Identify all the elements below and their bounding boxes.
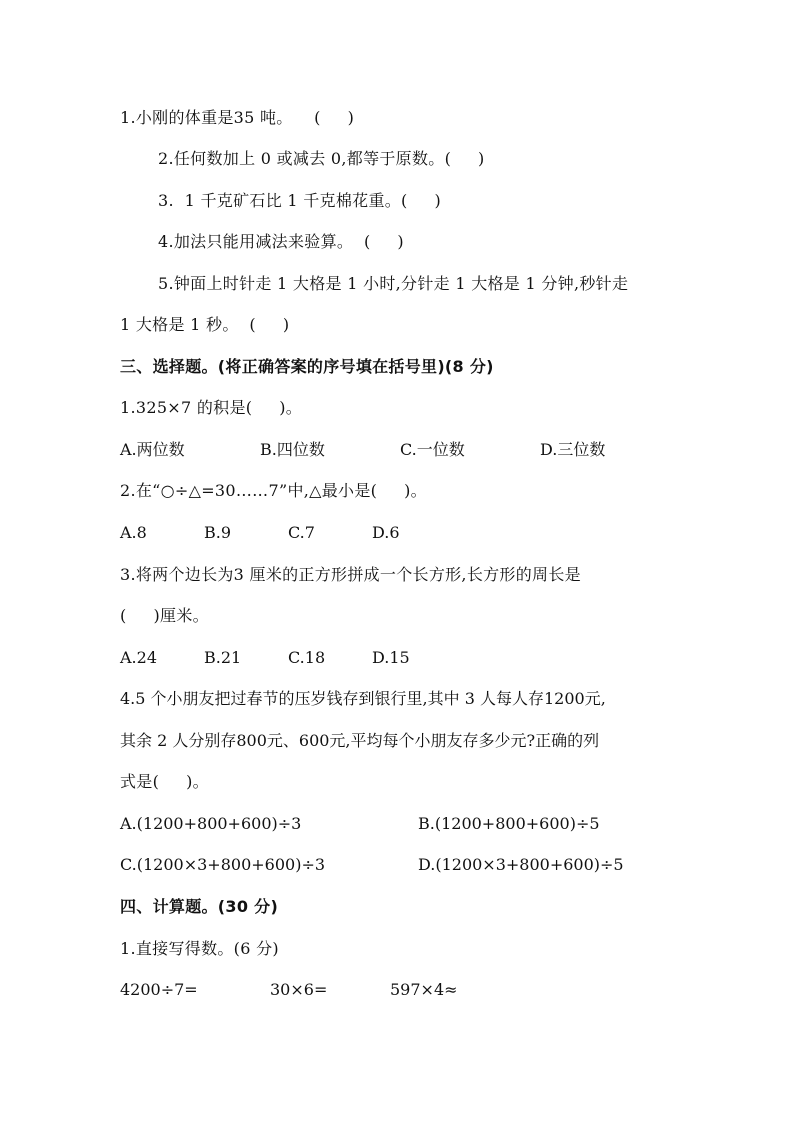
q4-stem-line3: 式是( )。 (120, 772, 209, 791)
q2-option-d: D.6 (372, 523, 400, 542)
q4-option-a: A.(1200+800+600)÷3 (120, 814, 302, 833)
calc-item-2: 30×6= (270, 980, 328, 999)
section4-title: 四、计算题。(30 分) (120, 897, 279, 916)
q4-stem-line1: 4.5 个小朋友把过春节的压岁钱存到银行里,其中 3 人每人存1200元, (120, 689, 606, 708)
q2-option-b: B.9 (204, 523, 232, 542)
q3-option-d: D.15 (372, 648, 410, 667)
q2-stem: 2.在“○÷△=30……7”中,△最小是( )。 (120, 481, 427, 500)
q1-option-a: A.两位数 (120, 440, 185, 459)
q4-option-c: C.(1200×3+800+600)÷3 (120, 855, 326, 874)
calc-item-3: 597×4≈ (390, 980, 458, 999)
q2-option-c: C.7 (288, 523, 315, 542)
q1-option-d: D.三位数 (540, 440, 606, 459)
q4-option-b: B.(1200+800+600)÷5 (418, 814, 600, 833)
q1-option-b: B.四位数 (260, 440, 325, 459)
q3-stem-line1: 3.将两个边长为3 厘米的正方形拼成一个长方形,长方形的周长是 (120, 565, 581, 584)
q4-stem-line2: 其余 2 人分别存800元、600元,平均每个小朋友存多少元?正确的列 (120, 731, 600, 750)
judge-item-5-line1: 5.钟面上时针走 1 大格是 1 小时,分针走 1 大格是 1 分钟,秒针走 (158, 274, 629, 293)
q4-option-d: D.(1200×3+800+600)÷5 (418, 855, 624, 874)
q3-option-a: A.24 (120, 648, 157, 667)
judge-item-3: 3. 1 千克矿石比 1 千克棉花重。( ) (158, 191, 442, 210)
q3-option-b: B.21 (204, 648, 242, 667)
q3-stem-line2: ( )厘米。 (120, 606, 209, 625)
section3-title: 三、选择题。(将正确答案的序号填在括号里)(8 分) (120, 357, 494, 376)
q2-option-a: A.8 (120, 523, 147, 542)
judge-item-2: 2.任何数加上 0 或减去 0,都等于原数。( ) (158, 149, 485, 168)
judge-item-4: 4.加法只能用减法来验算。 ( ) (158, 232, 404, 251)
section4-sub1: 1.直接写得数。(6 分) (120, 939, 279, 958)
calc-item-1: 4200÷7= (120, 980, 198, 999)
judge-item-5-line2: 1 大格是 1 秒。 ( ) (120, 315, 290, 334)
judge-item-1: 1.小刚的体重是35 吨。 ( ) (120, 108, 355, 127)
q3-option-c: C.18 (288, 648, 326, 667)
q1-stem: 1.325×7 的积是( )。 (120, 398, 303, 417)
q1-option-c: C.一位数 (400, 440, 465, 459)
